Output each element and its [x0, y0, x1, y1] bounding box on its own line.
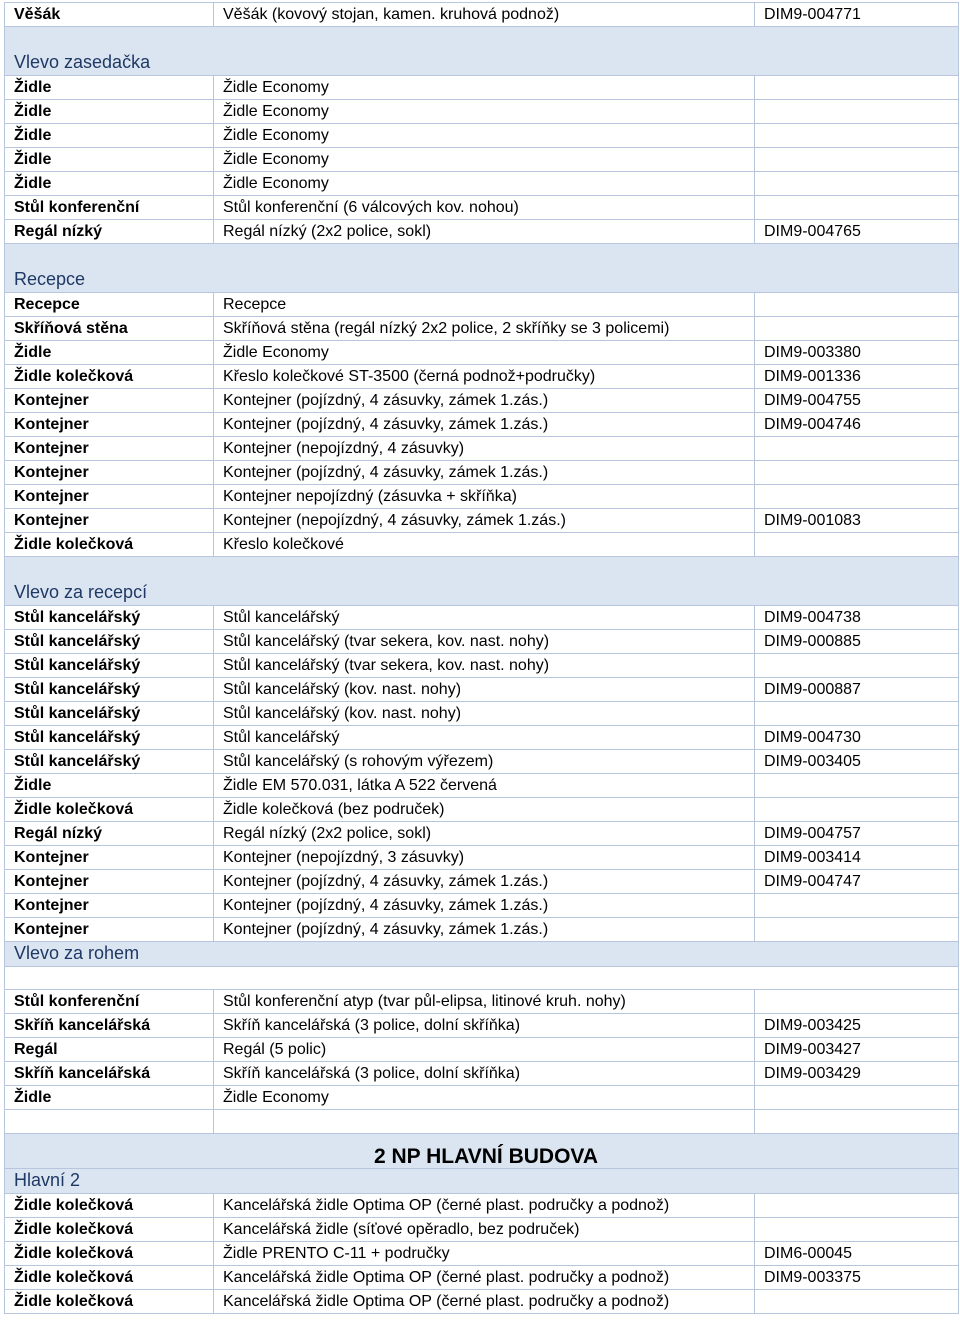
item-type: Židle	[5, 172, 214, 196]
blank-cell	[755, 1110, 959, 1134]
item-code	[755, 148, 959, 172]
item-description: Stůl kancelářský	[214, 726, 755, 750]
section-title: Vlevo za recepcí	[14, 582, 148, 602]
item-type: Stůl kancelářský	[5, 606, 214, 630]
item-type: Kontejner	[5, 485, 214, 509]
item-code	[755, 1086, 959, 1110]
table-row	[5, 100, 959, 124]
table-row	[5, 533, 959, 557]
item-code: DIM9-004765	[755, 220, 959, 244]
item-type: Recepce	[5, 293, 214, 317]
item-type: Kontejner	[5, 918, 214, 942]
item-description: Kancelářská židle Optima OP (černé plast. područky a podnož)	[214, 1266, 755, 1290]
item-description: Recepce	[214, 293, 755, 317]
item-code	[755, 100, 959, 124]
item-type: Kontejner	[5, 413, 214, 437]
item-code	[755, 461, 959, 485]
item-type: Stůl kancelářský	[5, 702, 214, 726]
section-title: Recepce	[14, 269, 86, 289]
item-type: Kontejner	[5, 894, 214, 918]
item-description: Kontejner (pojízdný, 4 zásuvky, zámek 1.zás.)	[214, 870, 755, 894]
table-row	[5, 1242, 959, 1266]
item-description: Kontejner (pojízdný, 4 zásuvky, zámek 1.zás.)	[214, 413, 755, 437]
table-row	[5, 509, 959, 533]
table-row	[5, 990, 959, 1014]
item-code	[755, 196, 959, 220]
item-code	[755, 76, 959, 100]
item-type: Židle	[5, 148, 214, 172]
table-row	[5, 1194, 959, 1218]
section-title: Vlevo za rohem	[14, 943, 140, 963]
item-code: DIM9-003425	[755, 1014, 959, 1038]
blank-row	[5, 967, 959, 990]
table-row	[5, 678, 959, 702]
item-code: DIM9-004730	[755, 726, 959, 750]
item-description: Křeslo kolečkové	[214, 533, 755, 557]
item-type: Stůl kancelářský	[5, 750, 214, 774]
table-row	[5, 606, 959, 630]
item-description: Židle PRENTO C-11 + područky	[214, 1242, 755, 1266]
item-type: Židle	[5, 100, 214, 124]
table-row	[5, 918, 959, 942]
section-row	[5, 244, 959, 293]
item-code: DIM9-003427	[755, 1038, 959, 1062]
item-type: Židle kolečková	[5, 1290, 214, 1314]
item-code	[755, 437, 959, 461]
table-row	[5, 822, 959, 846]
table-row	[5, 220, 959, 244]
table-row	[5, 1014, 959, 1038]
item-code	[755, 172, 959, 196]
item-type: Kontejner	[5, 437, 214, 461]
table-row	[5, 172, 959, 196]
item-type: Židle kolečková	[5, 1194, 214, 1218]
item-description: Kontejner (nepojízdný, 4 zásuvky)	[214, 437, 755, 461]
item-code	[755, 894, 959, 918]
item-type: Židle	[5, 341, 214, 365]
item-description: Skříň kancelářská (3 police, dolní skříňka)	[214, 1062, 755, 1086]
table-row	[5, 389, 959, 413]
item-code: DIM9-003375	[755, 1266, 959, 1290]
item-type: Stůl kancelářský	[5, 654, 214, 678]
item-type: Kontejner	[5, 870, 214, 894]
table-row	[5, 774, 959, 798]
blank-cell	[5, 967, 959, 990]
section-cell	[5, 942, 959, 967]
table-row	[5, 1290, 959, 1314]
item-code	[755, 317, 959, 341]
item-type: Kontejner	[5, 389, 214, 413]
item-code	[755, 533, 959, 557]
item-code: DIM9-004757	[755, 822, 959, 846]
item-type: Stůl kancelářský	[5, 726, 214, 750]
table-row	[5, 437, 959, 461]
section-cell	[5, 557, 959, 606]
item-code: DIM9-004771	[755, 3, 959, 27]
item-code	[755, 990, 959, 1014]
item-description: Kancelářská židle Optima OP (černé plast. područky a podnož)	[214, 1194, 755, 1218]
inventory-table	[4, 2, 959, 1314]
item-description: Regál (5 polic)	[214, 1038, 755, 1062]
item-code	[755, 918, 959, 942]
item-code: DIM9-000887	[755, 678, 959, 702]
item-type: Kontejner	[5, 461, 214, 485]
section-row	[5, 942, 959, 967]
item-type: Stůl kancelářský	[5, 678, 214, 702]
table-row	[5, 341, 959, 365]
item-description: Kontejner (pojízdný, 4 zásuvky, zámek 1.zás.)	[214, 894, 755, 918]
item-description: Skříň kancelářská (3 police, dolní skříňka)	[214, 1014, 755, 1038]
item-description: Stůl kancelářský (s rohovým výřezem)	[214, 750, 755, 774]
table-row	[5, 1062, 959, 1086]
item-description: Stůl konferenční atyp (tvar půl-elipsa, litinové kruh. nohy)	[214, 990, 755, 1014]
item-description: Stůl kancelářský (kov. nast. nohy)	[214, 702, 755, 726]
table-row	[5, 870, 959, 894]
table-row	[5, 317, 959, 341]
section-row	[5, 1169, 959, 1194]
table-row	[5, 196, 959, 220]
inventory-document	[4, 2, 958, 1314]
item-type: Věšák	[5, 3, 214, 27]
item-type: Kontejner	[5, 509, 214, 533]
item-description: Kontejner (pojízdný, 4 zásuvky, zámek 1.zás.)	[214, 461, 755, 485]
item-code	[755, 1290, 959, 1314]
item-type: Židle	[5, 76, 214, 100]
table-row	[5, 1086, 959, 1110]
item-code	[755, 702, 959, 726]
item-type: Židle kolečková	[5, 1242, 214, 1266]
item-code: DIM9-001083	[755, 509, 959, 533]
item-description: Kontejner (nepojízdný, 4 zásuvky, zámek 1.zás.)	[214, 509, 755, 533]
building-heading-row	[5, 1134, 959, 1169]
item-description: Stůl konferenční (6 válcových kov. nohou)	[214, 196, 755, 220]
table-row	[5, 148, 959, 172]
building-heading: 2 NP HLAVNÍ BUDOVA	[5, 1134, 959, 1169]
section-cell	[5, 27, 959, 76]
table-row	[5, 461, 959, 485]
item-type: Židle	[5, 124, 214, 148]
item-code: DIM9-003405	[755, 750, 959, 774]
item-description: Židle kolečková (bez područek)	[214, 798, 755, 822]
item-code	[755, 293, 959, 317]
item-type: Stůl konferenční	[5, 196, 214, 220]
item-type: Stůl konferenční	[5, 990, 214, 1014]
item-description: Stůl kancelářský	[214, 606, 755, 630]
table-row	[5, 413, 959, 437]
table-row	[5, 798, 959, 822]
table-row	[5, 1038, 959, 1062]
item-code: DIM6-00045	[755, 1242, 959, 1266]
section-cell	[5, 244, 959, 293]
item-type: Regál nízký	[5, 822, 214, 846]
section-row	[5, 557, 959, 606]
item-description: Stůl kancelářský (kov. nast. nohy)	[214, 678, 755, 702]
item-description: Židle Economy	[214, 100, 755, 124]
item-type: Skříň kancelářská	[5, 1062, 214, 1086]
item-description: Skříňová stěna (regál nízký 2x2 police, 2 skříňky se 3 policemi)	[214, 317, 755, 341]
item-code: DIM9-003429	[755, 1062, 959, 1086]
table-row	[5, 750, 959, 774]
item-description: Židle EM 570.031, látka A 522 červená	[214, 774, 755, 798]
item-description: Kancelářská židle (síťové opěradlo, bez područek)	[214, 1218, 755, 1242]
section-cell	[5, 1169, 959, 1194]
item-type: Regál nízký	[5, 220, 214, 244]
table-row	[5, 1218, 959, 1242]
item-code: DIM9-004746	[755, 413, 959, 437]
item-description: Regál nízký (2x2 police, sokl)	[214, 822, 755, 846]
item-description: Kontejner (nepojízdný, 3 zásuvky)	[214, 846, 755, 870]
item-description: Regál nízký (2x2 police, sokl)	[214, 220, 755, 244]
blank-cell	[5, 1110, 214, 1134]
item-description: Kontejner (pojízdný, 4 zásuvky, zámek 1.zás.)	[214, 918, 755, 942]
item-type: Kontejner	[5, 846, 214, 870]
item-description: Židle Economy	[214, 1086, 755, 1110]
blank-cell	[214, 1110, 755, 1134]
item-type: Skříňová stěna	[5, 317, 214, 341]
item-description: Židle Economy	[214, 172, 755, 196]
table-row	[5, 76, 959, 100]
table-row	[5, 293, 959, 317]
table-row	[5, 3, 959, 27]
item-type: Židle kolečková	[5, 533, 214, 557]
blank-row	[5, 1110, 959, 1134]
item-type: Židle kolečková	[5, 798, 214, 822]
item-description: Stůl kancelářský (tvar sekera, kov. nast. nohy)	[214, 654, 755, 678]
item-description: Kontejner (pojízdný, 4 zásuvky, zámek 1.zás.)	[214, 389, 755, 413]
section-title: Vlevo zasedačka	[14, 52, 151, 72]
item-description: Židle Economy	[214, 76, 755, 100]
table-row	[5, 702, 959, 726]
item-type: Židle kolečková	[5, 1266, 214, 1290]
item-code: DIM9-001336	[755, 365, 959, 389]
item-description: Věšák (kovový stojan, kamen. kruhová podnož)	[214, 3, 755, 27]
section-row	[5, 27, 959, 76]
item-description: Křeslo kolečkové ST-3500 (černá podnož+područky)	[214, 365, 755, 389]
item-code	[755, 654, 959, 678]
table-row	[5, 365, 959, 389]
item-description: Kancelářská židle Optima OP (černé plast. područky a podnož)	[214, 1290, 755, 1314]
item-type: Židle	[5, 774, 214, 798]
item-type: Skříň kancelářská	[5, 1014, 214, 1038]
table-row	[5, 630, 959, 654]
item-code: DIM9-000885	[755, 630, 959, 654]
item-type: Židle kolečková	[5, 365, 214, 389]
item-type: Stůl kancelářský	[5, 630, 214, 654]
item-description: Židle Economy	[214, 124, 755, 148]
table-row	[5, 894, 959, 918]
item-code: DIM9-003414	[755, 846, 959, 870]
item-description: Židle Economy	[214, 148, 755, 172]
item-type: Židle kolečková	[5, 1218, 214, 1242]
item-code: DIM9-004738	[755, 606, 959, 630]
table-row	[5, 726, 959, 750]
item-type: Regál	[5, 1038, 214, 1062]
item-code	[755, 798, 959, 822]
item-code: DIM9-004755	[755, 389, 959, 413]
table-row	[5, 124, 959, 148]
table-row	[5, 654, 959, 678]
table-row	[5, 1266, 959, 1290]
item-code	[755, 485, 959, 509]
item-code: DIM9-003380	[755, 341, 959, 365]
item-code	[755, 124, 959, 148]
item-code: DIM9-004747	[755, 870, 959, 894]
inventory-table-body	[5, 3, 959, 1314]
item-type: Židle	[5, 1086, 214, 1110]
item-description: Kontejner nepojízdný (zásuvka + skříňka)	[214, 485, 755, 509]
item-code	[755, 1218, 959, 1242]
table-row	[5, 485, 959, 509]
table-row	[5, 846, 959, 870]
item-description: Stůl kancelářský (tvar sekera, kov. nast. nohy)	[214, 630, 755, 654]
item-code	[755, 774, 959, 798]
item-description: Židle Economy	[214, 341, 755, 365]
section-title: Hlavní 2	[14, 1170, 81, 1190]
item-code	[755, 1194, 959, 1218]
